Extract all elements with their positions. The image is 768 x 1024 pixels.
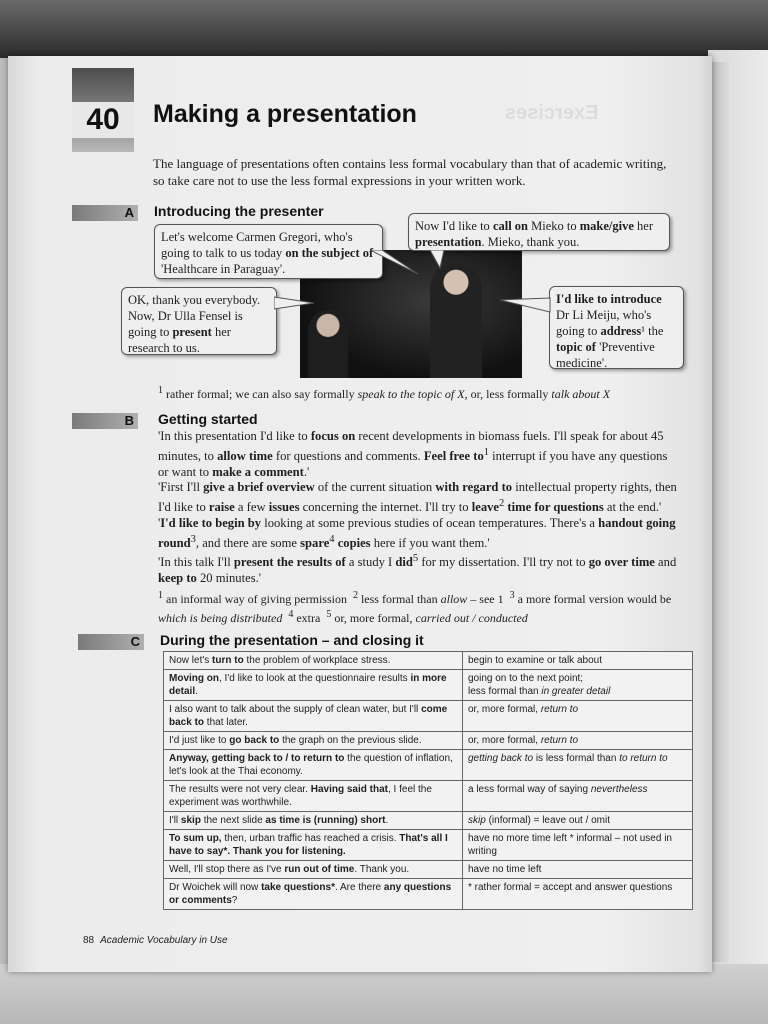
unit-number: 40 bbox=[72, 102, 134, 138]
note-cell: going on to the next point; less formal than in greater detail bbox=[463, 670, 693, 701]
section-c-marker: C bbox=[78, 634, 144, 650]
page-number: 88 bbox=[83, 935, 95, 946]
table-row bbox=[164, 750, 693, 781]
table-row bbox=[164, 879, 693, 910]
phrases-table bbox=[163, 651, 693, 910]
phrase-cell: To sum up, then, urban traffic has reached a crisis. That's all I have to say*. Thank you for listening. bbox=[164, 830, 463, 861]
speech-bubble-text: I'd like to introduce Dr Li Meiju, who's going to address¹ the topic of 'Preventive medicine'. bbox=[556, 292, 664, 370]
speech-bubble-text: Now I'd like to call on Mieko to make/give her presentation. Mieko, thank you. bbox=[415, 219, 654, 249]
paragraph: 'In this talk I'll present the results of a study I did$^5$ for my dissertation. I'll try not to go over time and keep to 20 minutes.' bbox=[158, 553, 677, 586]
note-cell: or, more formal, return to bbox=[463, 732, 693, 750]
intro-paragraph: The language of presentations often contains less formal vocabulary than that of academic writing, so take care not to use the less formal expressions in your written work. bbox=[153, 156, 667, 188]
bubble-tail bbox=[370, 250, 420, 278]
section-b-body bbox=[158, 429, 678, 587]
note-cell: have no more time left * informal – not used in writing bbox=[463, 830, 693, 861]
phrase-cell: Well, I'll stop there as I've run out of time. Thank you. bbox=[164, 861, 463, 879]
page-footer bbox=[83, 935, 228, 946]
table-row bbox=[164, 830, 693, 861]
book-title: Academic Vocabulary in Use bbox=[100, 935, 228, 946]
scanner-lid bbox=[0, 0, 768, 58]
phrase-cell: I also want to talk about the supply of clean water, but I'll come back to that later. bbox=[164, 701, 463, 732]
table-row bbox=[164, 670, 693, 701]
section-b-marker: B bbox=[72, 413, 138, 429]
paragraph: 'First I'll give a brief overview of the current situation with regard to intellectual property rights, then I'd like to raise a few issues concerning the internet. I'll try to leave$^2$ time for questions at the end.' bbox=[158, 480, 677, 515]
note-cell: a less formal way of saying nevertheless bbox=[463, 781, 693, 812]
table-row bbox=[164, 861, 693, 879]
bubble-tail bbox=[430, 250, 450, 270]
table-row bbox=[164, 781, 693, 812]
speech-bubble-text: OK, thank you everybody. Now, Dr Ulla Fensel is going to present her research to us. bbox=[128, 293, 261, 355]
paragraph: 'In this presentation I'd like to focus on recent developments in biomass fuels. I'll speak for about 45 minutes, to allow time for questions and comments. Feel free $to^1$ interrupt if you have any questions or want to make a comment.' bbox=[158, 429, 668, 479]
unit-title: Making a presentation bbox=[153, 100, 417, 128]
note-cell: have no time left bbox=[463, 861, 693, 879]
section-b-footnote: $^1$ an informal way of giving permission $^2$ less formal than allow – see 1 $^3$ a more formal version would be which is being distributed $^4$ extra $^5$ or, more formal, carried out / conducted bbox=[158, 590, 672, 625]
section-a-footnote: $^1$ rather formal; we can also say formally speak to the topic of X, or, less formally talk about X bbox=[158, 385, 611, 401]
speaker-figure bbox=[430, 264, 482, 378]
table-row bbox=[164, 812, 693, 830]
show-through-text: Exercises bbox=[505, 102, 599, 124]
section-a-title: Introducing the presenter bbox=[154, 203, 324, 219]
note-cell: or, more formal, return to bbox=[463, 701, 693, 732]
speech-bubble-text: Let's welcome Carmen Gregori, who's going to talk to us today on the subject of 'Healthcare in Paraguay'. bbox=[161, 230, 374, 276]
note-cell: skip (informal) = leave out / omit bbox=[463, 812, 693, 830]
next-page-edge bbox=[712, 62, 732, 962]
table-row bbox=[164, 732, 693, 750]
bubble-tail bbox=[500, 296, 552, 320]
note-cell: getting back to is less formal than to return to bbox=[463, 750, 693, 781]
phrase-cell: I'd just like to go back to the graph on the previous slide. bbox=[164, 732, 463, 750]
seated-woman-figure bbox=[308, 310, 348, 378]
phrase-cell: Moving on, I'd like to look at the questionnaire results in more detail. bbox=[164, 670, 463, 701]
table-row bbox=[164, 652, 693, 670]
speech-bubble-mieko bbox=[408, 213, 670, 251]
speech-bubble-li-meiju bbox=[549, 286, 684, 369]
note-cell: * rather formal = accept and answer questions bbox=[463, 879, 693, 910]
speech-bubble-ulla bbox=[121, 287, 277, 355]
bubble-tail bbox=[274, 295, 316, 315]
phrase-cell: I'll skip the next slide as time is (running) short. bbox=[164, 812, 463, 830]
section-c-title: During the presentation – and closing it bbox=[160, 632, 424, 648]
speech-bubble-carmen bbox=[154, 224, 383, 279]
unit-number-box bbox=[72, 68, 134, 152]
phrase-cell: The results were not very clear. Having said that, I feel the experiment was worthwhile. bbox=[164, 781, 463, 812]
scanner-bottom bbox=[0, 964, 768, 1024]
phrase-cell: Dr Woichek will now take questions*. Are there any questions or comments? bbox=[164, 879, 463, 910]
section-a-marker: A bbox=[72, 205, 138, 221]
phrase-cell: Now let's turn to the problem of workplace stress. bbox=[164, 652, 463, 670]
paragraph: 'I'd like to begin by looking at some previous studies of ocean temperatures. There's a handout going round$^3$, and there are some spare$^4$ copies here if you want them.' bbox=[158, 515, 676, 550]
phrase-cell: Anyway, getting back to / to return to the question of inflation, let's look at the Thai economy. bbox=[164, 750, 463, 781]
table-row bbox=[164, 701, 693, 732]
note-cell: begin to examine or talk about bbox=[463, 652, 693, 670]
section-b-title: Getting started bbox=[158, 411, 258, 427]
